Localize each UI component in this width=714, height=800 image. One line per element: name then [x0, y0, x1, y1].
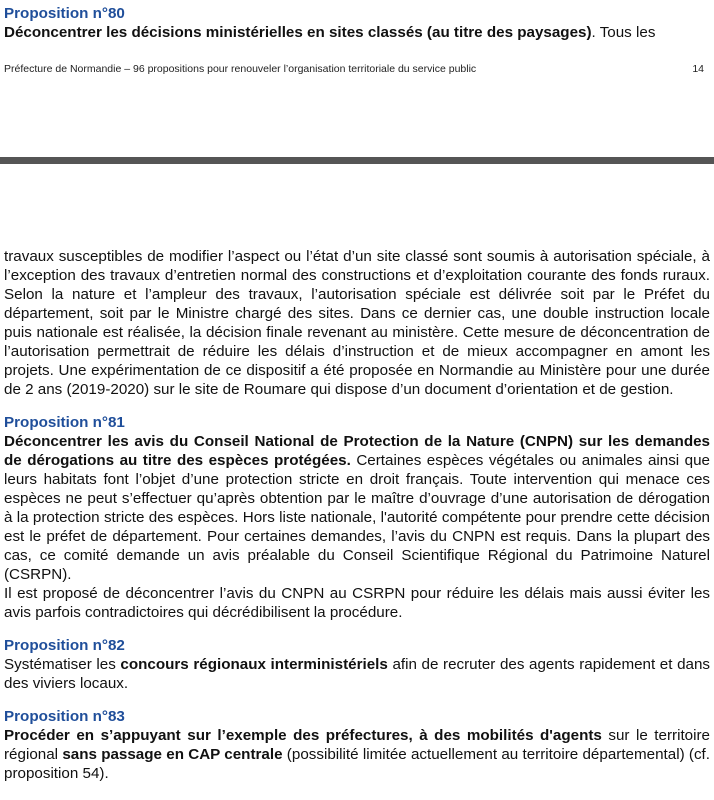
- proposition-80-continuation: travaux susceptibles de modifier l’aspect ou l’état d’un site classé sont soumis à autorisation spéciale, à l’exception des travaux d’entretien normal des constructions et d’exploitation courante des fonds ruraux. Selon la nature et l’ampleur des travaux, l’autorisation spéciale est délivrée soit par le Préfet du département, soit par le Ministre chargé des sites. Dans ce dernier cas, une double instruction locale puis nationale est réalisée, la décision finale revenant au ministère. Cette mesure de déconcentration de l’autorisation permettrait de réduire les délais d’instruction et de mieux accompagner en amont les projets. Une expérimentation de ce dispositif a été proposée en Normandie au Ministère pour une durée de 2 ans (2019-2020) sur le site de Roumare qui dispose d’un document d’orientation et de gestion.: [4, 248, 710, 398]
- proposition-82-bold: concours régionaux interministériels: [120, 656, 388, 673]
- proposition-81-body: Certaines espèces végétales ou animales ainsi que leurs habitats font l’objet d’une protection stricte en droit français. Toute intervention qui menace ces espèces ne peut s’effectuer qu’après obtention par le maître d’ouvrage d’une autorisation de dérogation à la protection stricte des espèces. Hors liste nationale, l'autorité compétente pour prendre cette décision est le préfet de département. Pour certaines demandes, l’avis du CNPN est requis. Dans la plupart des cas, ce comité demande un avis préalable du Conseil Scientifique Régional du Patrimoine Naturel (CSRPN).: [4, 452, 710, 583]
- proposition-81-text2: Il est proposé de déconcentrer l’avis du CNPN au CSRPN pour réduire les délais mais aussi éviter les avis parfois contradictoires qui décrédibilisent la procédure.: [4, 585, 710, 621]
- proposition-83-bold1: Procéder en s’appuyant sur l’exemple des préfectures, à des mobilités d'agents: [4, 727, 602, 744]
- proposition-82-pre: Systématiser les: [4, 656, 121, 673]
- proposition-81-title: Déconcentrer les avis du Conseil National de Protection de la Nature (CNPN) sur les demandes de dérogations au titre des espèces protégées.: [4, 433, 710, 469]
- proposition-80-heading: Proposition n°80: [4, 5, 125, 22]
- page-body: [4, 247, 710, 783]
- page-number: 14: [692, 63, 704, 75]
- proposition-81: [4, 413, 710, 622]
- proposition-83-post: (possibilité limitée actuellement au territoire départemental) (cf. proposition 54).: [4, 746, 710, 782]
- proposition-83-mid: sur le territoire régional: [4, 727, 710, 763]
- proposition-80-title: Déconcentrer les décisions ministérielles en sites classés (au titre des paysages): [4, 24, 592, 41]
- proposition-83-bold2: sans passage en CAP centrale: [62, 746, 283, 763]
- top-section: [4, 4, 710, 42]
- proposition-82: [4, 636, 710, 693]
- proposition-83-heading: Proposition n°83: [4, 708, 125, 725]
- footer-text: Préfecture de Normandie – 96 propositions pour renouveler l’organisation territoriale du service public: [4, 63, 477, 75]
- page-divider: [0, 157, 714, 164]
- proposition-82-heading: Proposition n°82: [4, 637, 125, 654]
- proposition-80-tail: . Tous les: [591, 24, 656, 41]
- proposition-83: [4, 707, 710, 783]
- page-footer: [4, 63, 704, 75]
- proposition-82-text: [4, 655, 710, 693]
- proposition-80-first-line: [4, 23, 710, 42]
- proposition-81-heading: Proposition n°81: [4, 414, 125, 431]
- proposition-83-text: [4, 726, 710, 783]
- proposition-81-text: [4, 432, 710, 584]
- proposition-82-post: afin de recruter des agents rapidement et dans des viviers locaux.: [4, 656, 711, 692]
